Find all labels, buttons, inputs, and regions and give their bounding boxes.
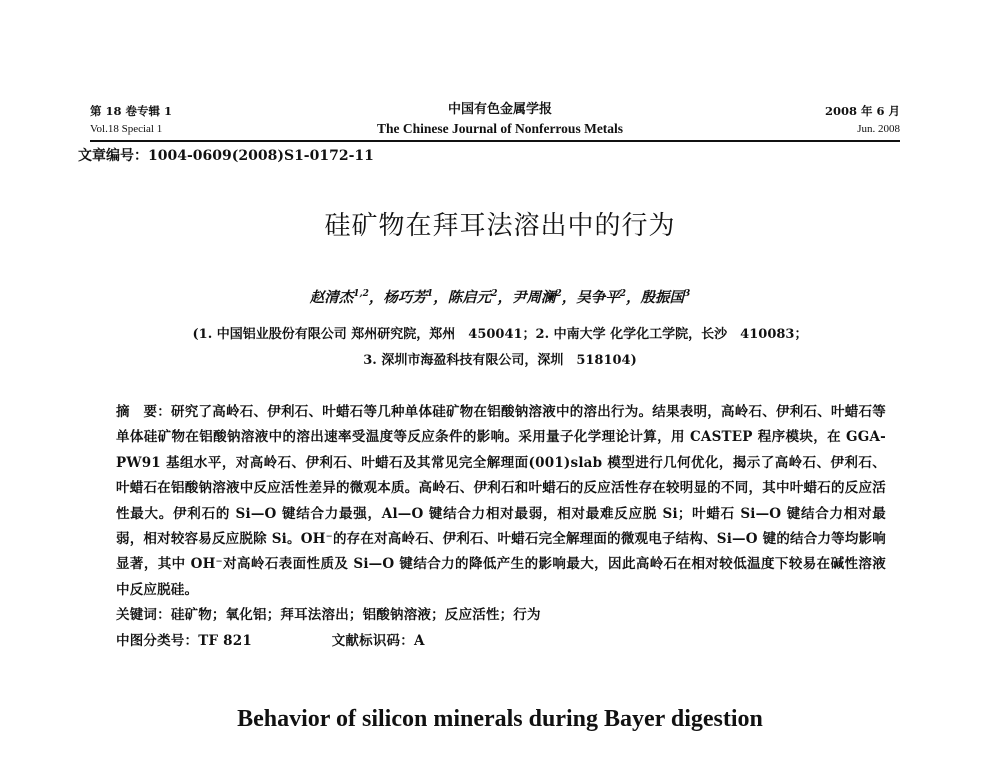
classification-line	[116, 629, 886, 654]
abstract-block	[116, 400, 886, 654]
volume-en: Vol.18 Special 1	[90, 123, 163, 135]
author-name: 吴争平	[576, 289, 620, 306]
author-affiliation-mark: 1	[426, 289, 434, 300]
author-separator: ，	[497, 289, 512, 306]
author-affiliation-mark: 2	[491, 289, 498, 300]
author-name: 尹周澜	[511, 289, 556, 306]
author-list	[0, 286, 1000, 307]
doc-code-label: 文献标识码：	[331, 632, 414, 649]
affiliations-line2: 3. 深圳市海盈科技有限公司，深圳 518104)	[363, 353, 637, 368]
volume-cn: 第 18 卷专辑 1	[90, 104, 173, 118]
clc-value: TF 821	[198, 632, 252, 649]
keywords-text: 硅矿物；氧化铝；拜耳法溶出；铝酸钠溶液；反应活性；行为	[170, 607, 541, 624]
author-name: 殷振国	[640, 289, 684, 306]
abstract-label: 摘 要：	[116, 404, 172, 420]
author-name: 杨巧芳	[383, 289, 427, 306]
affiliations-line1: (1. 中国铝业股份有限公司 郑州研究院，郑州 450041；2. 中南大学 化学化工学院，长沙 410083；	[192, 327, 808, 342]
abstract	[116, 400, 886, 603]
journal-title-cn: 中国有色金属学报	[447, 102, 552, 117]
issue-date-en: Jun. 2008	[857, 123, 900, 135]
keywords-label: 关键词：	[116, 607, 171, 624]
abstract-text: 研究了高岭石、伊利石、叶蜡石等几种单体硅矿物在铝酸钠溶液中的溶出行为。结果表明，高岭石、伊利石、叶蜡石等单体硅矿物在铝酸钠溶液中的溶出速率受温度等反应条件的影响。采用量子化学理论计算，用 CASTEP 程序模块，在 GGA-PW91 基组水平，对高岭石、伊利石、叶蜡石及其常见完全解理面(001)slab 模型进行几何优化，揭示了高岭石、伊利石、叶蜡石在铝酸钠溶液中反应活性差异的微观本质。高岭石、伊利石和叶蜡石的反应活性存在较明显的不同，其中叶蜡石的反应活性最大。伊利石的 Si—O 键结合力最强，Al—O 键结合力相对最弱，相对最难反应脱 Si；叶蜡石 Si—O 键结合力相对最弱，相对较容易反应脱除 Si。OH⁻的存在对高岭石、伊利石、叶蜡石完全解理面的微观电子结构、Si—O 键的结合力等均影响显著，其中 OH⁻对高岭石表面性质及 Si—O 键结合力的降低产生的影响最大，因此高岭石在相对较低温度下较易在碱性溶液中反应脱硅。	[116, 404, 886, 598]
author-affiliation-mark: 1,2	[353, 289, 369, 300]
title-en: Behavior of silicon minerals during Bayer digestion	[237, 706, 763, 732]
doc-code-value: A	[413, 632, 425, 649]
author-affiliation-mark: 2	[619, 289, 626, 300]
author-affiliation-mark: 3	[683, 289, 691, 300]
journal-title-en: The Chinese Journal of Nonferrous Metals	[376, 121, 624, 136]
clc-label: 中图分类号：	[116, 632, 199, 649]
author-affiliation-mark: 2	[555, 289, 562, 300]
issue-date-cn: 2008 年 6 月	[824, 104, 900, 118]
article-id: 文章编号：1004-0609(2008)S1-0172-11	[78, 148, 374, 164]
author-separator: ，	[368, 289, 384, 306]
author-separator: ，	[625, 289, 641, 306]
author-name: 赵清杰	[309, 289, 354, 306]
header-rule	[90, 140, 900, 142]
author-name: 陈启元	[447, 289, 492, 306]
author-separator: ，	[561, 289, 577, 306]
keywords	[116, 603, 886, 628]
title-cn: 硅矿物在拜耳法溶出中的行为	[324, 211, 676, 241]
author-separator: ，	[433, 289, 448, 306]
